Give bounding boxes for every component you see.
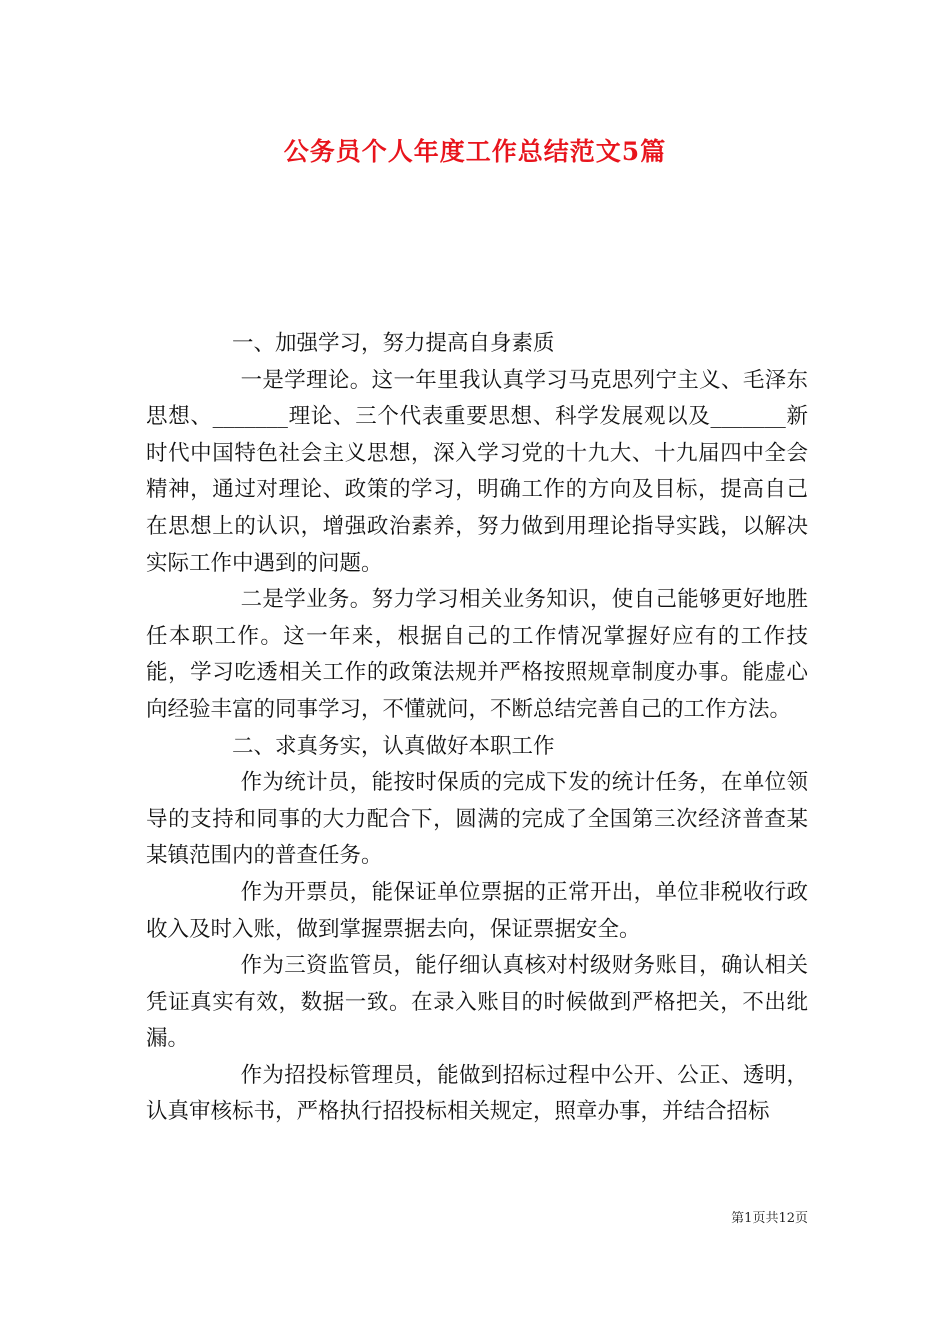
paragraph-business: 二是学业务。努力学习相关业务知识，使自己能够更好地胜任本职工作。这一年来，根据自己的工作情况掌握好应有的工作技能，学习吃透相关工作的政策法规并严格按照规章制度办事。能虚心向经验丰富的同事学习，不懂就问，不断总结完善自己的工作方法。 — [146, 587, 808, 722]
page-number: 第1页共12页 — [731, 1211, 808, 1226]
document-title: 公务员个人年度工作总结范文5篇 — [283, 137, 667, 166]
paragraph-theory: 一是学理论。这一年里我认真学习马克思列宁主义、毛泽东思想、_______理论、三个代表重要思想、科学发展观以及_______新时代中国特色社会主义思想，深入学习党的十九大、十九届四中全会精神，通过对理论、政策的学习，明确工作的方向及目标，提高自己在思想上的认识，增强政治素养，努力做到用理论指导实践，以解决实际工作中遇到的问题。 — [146, 367, 808, 576]
document-body — [146, 326, 808, 1131]
paragraph-bidding-manager: 作为招投标管理员，能做到招标过程中公开、公正、透明，认真审核标书，严格执行招投标相关规定，照章办事，并结合招标 — [146, 1062, 808, 1125]
paragraph-statistician: 作为统计员，能按时保质的完成下发的统计任务，在单位领导的支持和同事的大力配合下，圆满的完成了全国第三次经济普查某某镇范围内的普查任务。 — [146, 770, 808, 869]
section-heading-2: 二、求真务实，认真做好本职工作 — [232, 733, 555, 759]
paragraph-invoicing: 作为开票员，能保证单位票据的正常开出，单位非税收行政收入及时入账，做到掌握票据去向，保证票据安全。 — [146, 879, 808, 942]
section-heading-1: 一、加强学习，努力提高自身素质 — [232, 331, 555, 356]
paragraph-asset-supervisor: 作为三资监管员，能仔细认真核对村级财务账目，确认相关凭证真实有效，数据一致。在录入账目的时候做到严格把关，不出纰漏。 — [146, 953, 808, 1052]
